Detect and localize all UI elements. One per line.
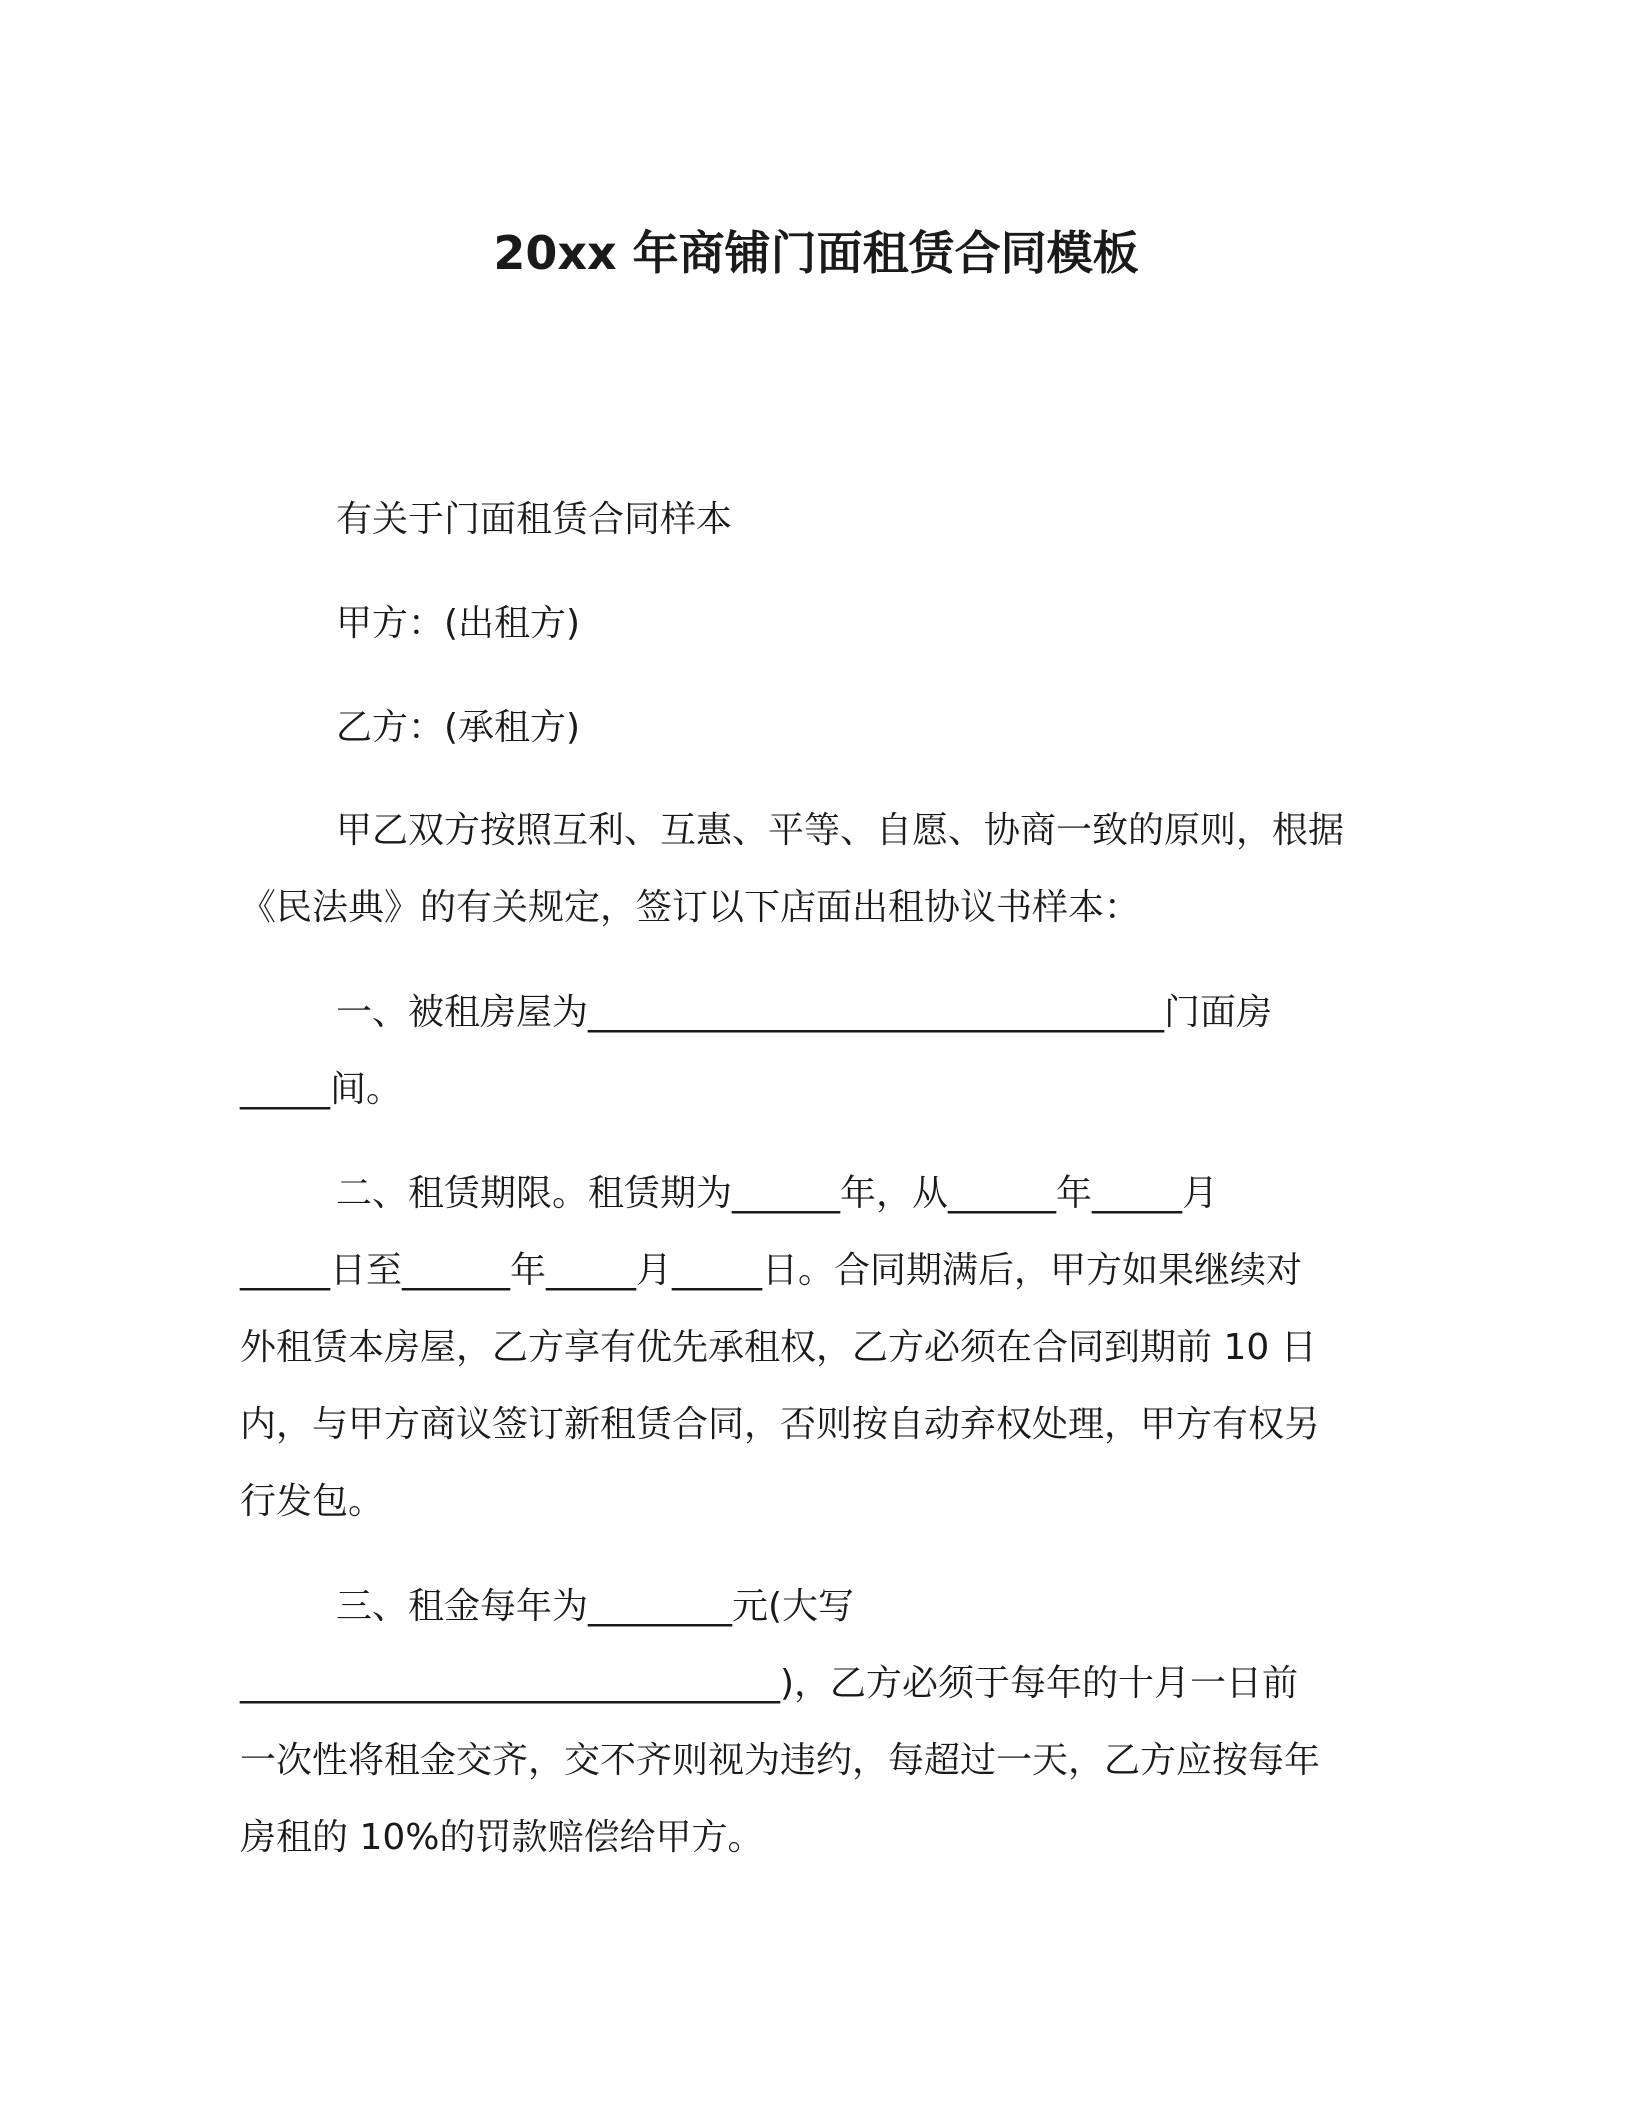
clause-3-line: 一次性将租金交齐，交不齐则视为违约，每超过一天，乙方应按每年 — [240, 1740, 1321, 1781]
clause-2-line: _____日至______年_____月_____日。合同期满后，甲方如果继续对 — [240, 1250, 1303, 1291]
clause-3-line: ______________________________)，乙方必须于每年的十月一日前 — [240, 1663, 1299, 1704]
clause-2-line: 外租赁本房屋，乙方享有优先承租权，乙方必须在合同到期前 10 日 — [240, 1327, 1317, 1368]
clause-3-line: 房租的 10%的罚款赔偿给甲方。 — [240, 1817, 764, 1858]
clause-3 — [240, 1568, 1390, 1876]
clause-2-line: 行发包。 — [240, 1481, 385, 1522]
intro-paragraph — [240, 792, 1390, 946]
clause-1 — [240, 974, 1390, 1128]
document-subtitle: 有关于门面租赁合同样本 — [336, 499, 733, 540]
clause-2-line: 内，与甲方商议签订新租赁合同，否则按自动弃权处理，甲方有权另 — [240, 1404, 1321, 1445]
clause-2 — [240, 1155, 1390, 1540]
document-title: 20xx 年商铺门面租赁合同模板 — [493, 226, 1139, 280]
clause-1-line: _____间。 — [240, 1069, 403, 1110]
clause-3-line: 三、租金每年为________元(大写 — [336, 1586, 855, 1627]
intro-line: 甲乙双方按照互利、互惠、平等、自愿、协商一致的原则，根据 — [336, 810, 1345, 851]
party-a-line: 甲方：(出租方) — [336, 603, 581, 644]
intro-line: 《民法典》的有关规定，签订以下店面出租协议书样本： — [240, 887, 1141, 928]
clause-2-line: 二、租赁期限。租赁期为______年，从______年_____月 — [336, 1173, 1219, 1214]
party-b-line: 乙方：(承租方) — [336, 707, 581, 748]
clause-1-line: 一、被租房屋为________________________________门面房 — [336, 992, 1273, 1033]
